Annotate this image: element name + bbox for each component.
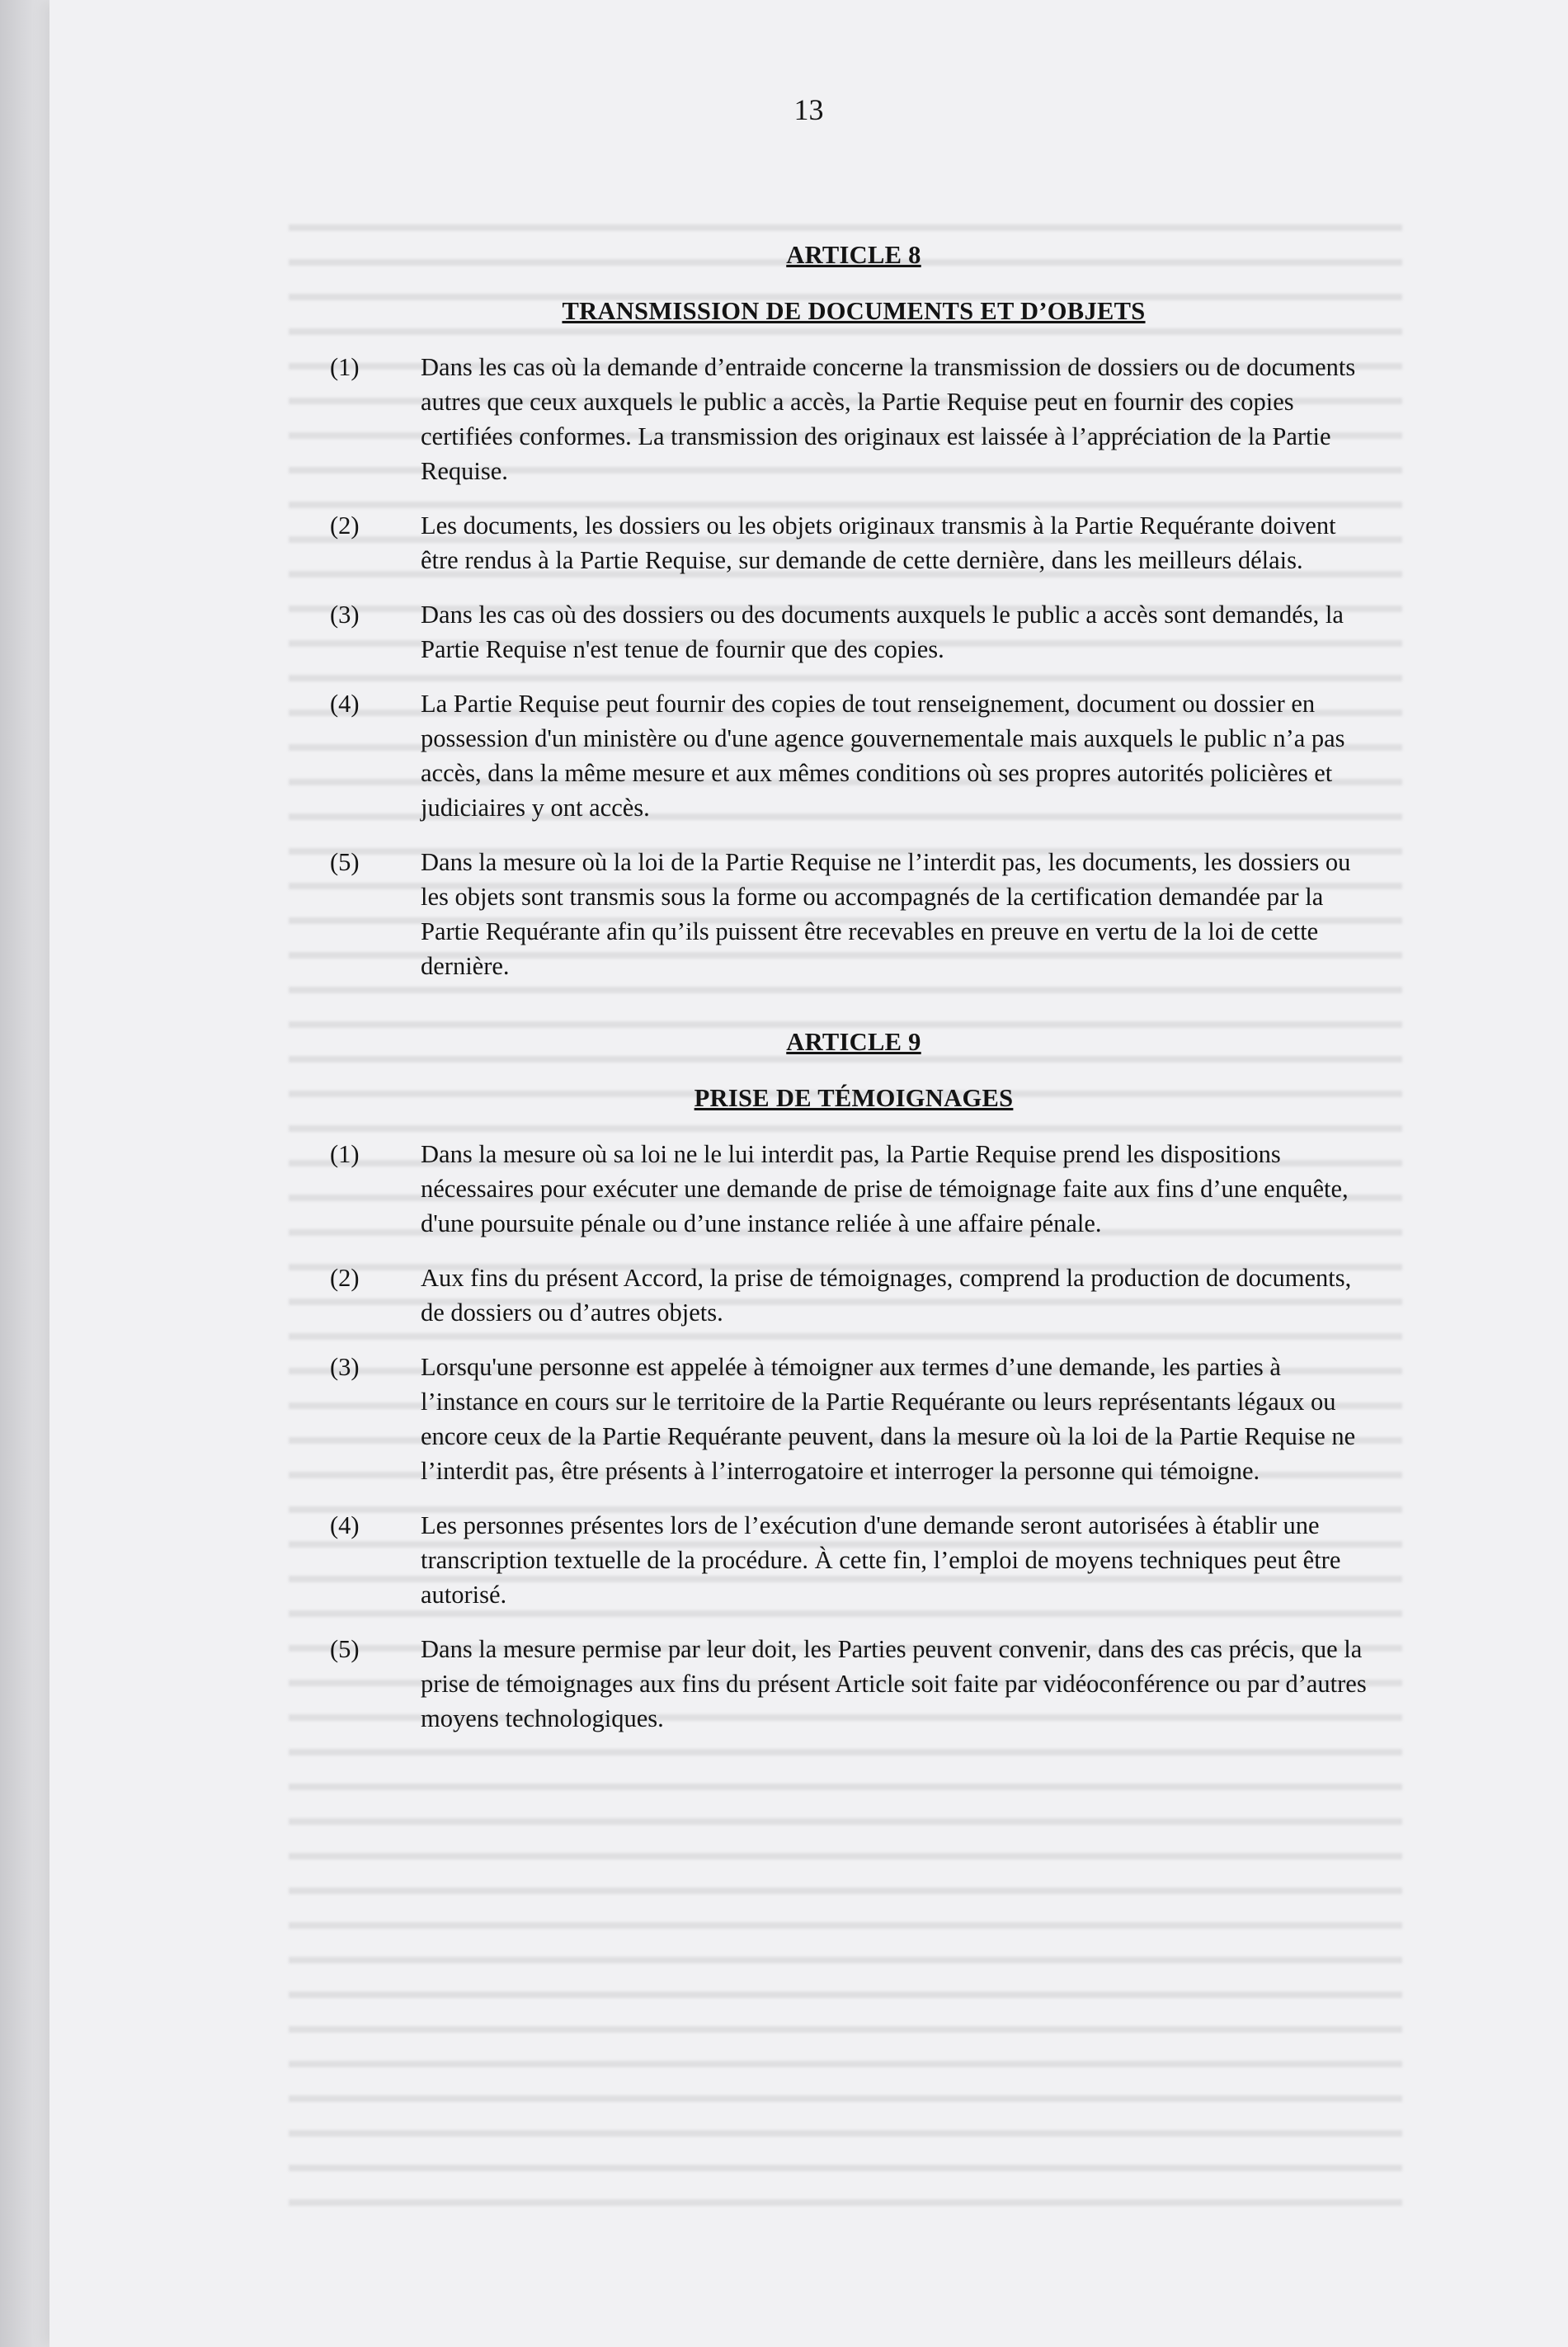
paragraph	[330, 1137, 1377, 1241]
paragraph	[330, 350, 1377, 488]
paragraph-text: Dans la mesure où sa loi ne le lui interdit pas, la Partie Requise prend les dispositions nécessaires pour exécuter une demande de prise de témoignage faite aux fins d’une enquête, d'une poursuite pénale ou d’une instance reliée à une affaire pénale.	[421, 1140, 1349, 1237]
paragraph-number: (5)	[330, 848, 360, 876]
article-heading: ARTICLE 8	[786, 241, 921, 269]
paragraph-text: Dans les cas où des dossiers ou des documents auxquels le public a accès sont demandés, la Partie Requise n'est tenue de fournir que des copies.	[421, 601, 1344, 663]
paragraph	[330, 1350, 1377, 1488]
paragraph-text: Les personnes présentes lors de l’exécution d'une demande seront autorisées à établir une transcription textuelle de la procédure. À cette fin, l’emploi de moyens techniques peut être autorisé.	[421, 1511, 1341, 1609]
paragraph-number: (4)	[330, 1511, 360, 1539]
paragraph	[330, 845, 1377, 983]
article-title: TRANSMISSION DE DOCUMENTS ET D’OBJETS	[562, 297, 1146, 325]
paragraph-number: (1)	[330, 353, 360, 381]
paragraph-text: Aux fins du présent Accord, la prise de témoignages, comprend la production de documents, de dossiers ou d’autres objets.	[421, 1264, 1352, 1327]
paragraph	[330, 1508, 1377, 1612]
paragraph	[330, 1632, 1377, 1736]
paragraph	[330, 1261, 1377, 1330]
paragraph-text: Dans la mesure permise par leur doit, les Parties peuvent convenir, dans des cas précis, que la prise de témoignages aux fins du présent Article soit faite par vidéoconférence ou par d’autres moyens technologiques.	[421, 1635, 1367, 1732]
article-heading: ARTICLE 9	[786, 1028, 921, 1056]
paragraph	[330, 508, 1377, 577]
article-title: PRISE DE TÉMOIGNAGES	[694, 1084, 1014, 1112]
paragraph-number: (2)	[330, 1264, 360, 1292]
document-body	[330, 238, 1377, 1756]
paragraph-number: (3)	[330, 601, 360, 629]
paragraph-number: (4)	[330, 690, 360, 718]
paragraph-text: Dans la mesure où la loi de la Partie Requise ne l’interdit pas, les documents, les dossiers ou les objets sont transmis sous la forme ou accompagnés de la certification demandée par la Partie Requérante afin qu’ils puissent être recevables en preuve en vertu de la loi de cette dernière.	[421, 848, 1351, 980]
paragraph-number: (2)	[330, 511, 360, 540]
paragraph-text: Lorsqu'une personne est appelée à témoigner aux termes d’une demande, les parties à l’instance en cours sur le territoire de la Partie Requérante ou leurs représentants légaux ou encore ceux de la Partie Requérante peuvent, dans la mesure où la loi de la Partie Requise ne l’interdit pas, être présents à l’interrogatoire et interroger la personne qui témoigne.	[421, 1353, 1356, 1485]
paragraph	[330, 686, 1377, 825]
paragraph-number: (3)	[330, 1353, 360, 1381]
paragraph-number: (1)	[330, 1140, 360, 1168]
paragraph-text: Les documents, les dossiers ou les objets originaux transmis à la Partie Requérante doivent être rendus à la Partie Requise, sur demande de cette dernière, dans les meilleurs délais.	[421, 511, 1336, 574]
paragraph-text: Dans les cas où la demande d’entraide concerne la transmission de dossiers ou de documents autres que ceux auxquels le public a accès, la Partie Requise peut en fournir des copies certifiées conformes. La transmission des originaux est laissée à l’appréciation de la Partie Requise.	[421, 353, 1356, 485]
section-gap	[330, 1003, 1377, 1025]
paragraph-number: (5)	[330, 1635, 360, 1663]
page-number: 13	[793, 93, 824, 126]
paragraph	[330, 597, 1377, 667]
paragraph-text: La Partie Requise peut fournir des copies de tout renseignement, document ou dossier en possession d'un ministère ou d'une agence gouvernementale mais auxquels le public n’a pas accès, dans la même mesure et aux mêmes conditions où ses propres autorités policières et judiciaires y ont accès.	[421, 690, 1345, 822]
